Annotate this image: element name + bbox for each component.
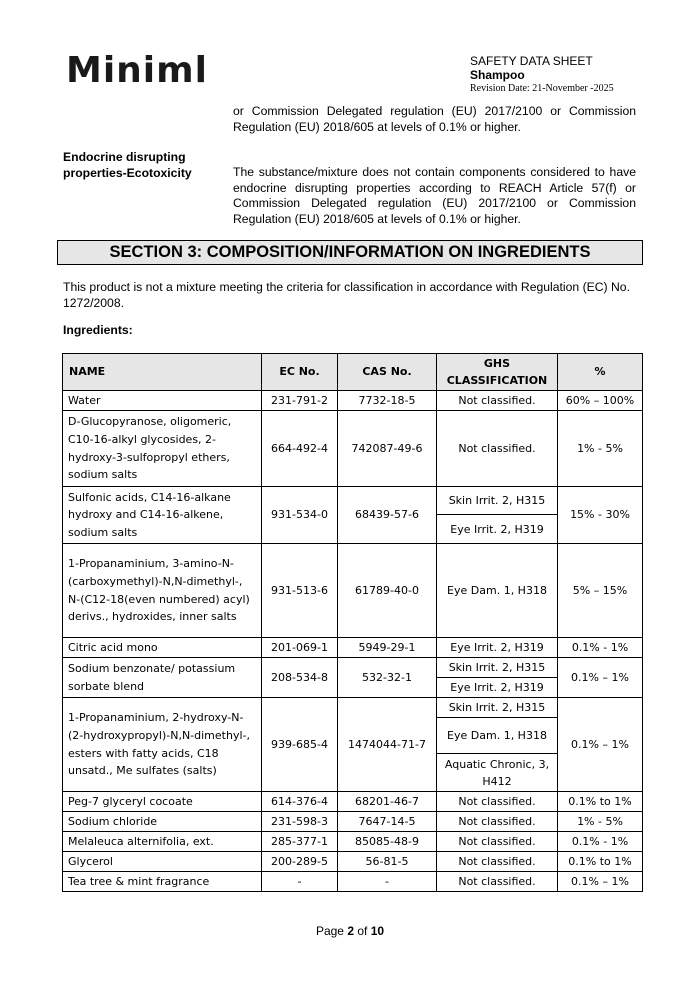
- ghs-classification: [437, 658, 558, 698]
- ingredient-name: Sodium chloride: [63, 812, 262, 832]
- ingredients-label: Ingredients:: [63, 323, 133, 337]
- cas-number: 5949-29-1: [338, 638, 437, 658]
- percentage: 1% - 5%: [558, 411, 643, 487]
- cas-number: 68201-46-7: [338, 792, 437, 812]
- table-row: [63, 872, 643, 892]
- intro-paragraph: This product is not a mixture meeting the criteria for classification in accordance with Regulation (EC) No. 1272/2008.: [63, 280, 630, 310]
- page-of: of: [357, 924, 368, 938]
- table-row: [63, 658, 643, 698]
- page-number: 2: [347, 924, 354, 938]
- page-total: 10: [370, 924, 385, 938]
- cas-number: 532-32-1: [338, 658, 437, 698]
- ingredient-name: 1-Propanaminium, 2-hydroxy-N-(2-hydroxypropyl)-N,N-dimethyl-, esters with fatty acids, C18 unsatd., Me sulfates (salts): [63, 698, 262, 792]
- percentage: 0.1% – 1%: [558, 698, 643, 792]
- percentage: 5% – 15%: [558, 544, 643, 638]
- table-row: [63, 792, 643, 812]
- ghs-classification: Not classified.: [437, 832, 558, 852]
- percentage: 0.1% to 1%: [558, 792, 643, 812]
- ec-number: 931-513-6: [262, 544, 338, 638]
- cas-number: 7647-14-5: [338, 812, 437, 832]
- header-cas: CAS No.: [338, 354, 437, 391]
- percentage: 60% – 100%: [558, 391, 643, 411]
- ghs-classification: Not classified.: [437, 792, 558, 812]
- ghs-entry: Skin Irrit. 2, H315: [437, 487, 557, 515]
- endocrine-label: Endocrine disrupting properties-Ecotoxicity: [63, 150, 192, 180]
- ingredient-name: Tea tree & mint fragrance: [63, 872, 262, 892]
- section-3-heading: SECTION 3: COMPOSITION/INFORMATION ON INGREDIENTS: [57, 240, 643, 265]
- ingredients-table: [62, 353, 643, 892]
- percentage: 0.1% to 1%: [558, 852, 643, 872]
- revision-date: Revision Date: 21-November -2025: [470, 83, 614, 94]
- endocrine-text: The substance/mixture does not contain components considered to have endocrine disrupting properties according to REACH Article 57(f) or Commission Delegated regulation (EU) 2017/2100 or Commission Regulation (EU) 2018/605 at levels of 0.1% or higher.: [233, 165, 636, 226]
- ghs-classification: Not classified.: [437, 411, 558, 487]
- table-row: [63, 638, 643, 658]
- table-row: [63, 487, 643, 544]
- table-row: [63, 812, 643, 832]
- document-header: [470, 54, 690, 95]
- percentage: 0.1% - 1%: [558, 832, 643, 852]
- ingredient-name: Peg-7 glyceryl cocoate: [63, 792, 262, 812]
- continued-paragraph: or Commission Delegated regulation (EU) 2017/2100 or Commission Regulation (EU) 2018/605 at levels of 0.1% or higher.: [233, 104, 636, 134]
- ingredient-name: Glycerol: [63, 852, 262, 872]
- ec-number: -: [262, 872, 338, 892]
- ec-number: 208-534-8: [262, 658, 338, 698]
- cas-number: 1474044-71-7: [338, 698, 437, 792]
- ghs-classification: Not classified.: [437, 391, 558, 411]
- ingredient-name: D-Glucopyranose, oligomeric, C10-16-alkyl glycosides, 2-hydroxy-3-sulfopropyl ethers, sodium salts: [63, 411, 262, 487]
- percentage: 0.1% – 1%: [558, 872, 643, 892]
- ghs-entry: Aquatic Chronic, 3, H412: [444, 757, 550, 788]
- ghs-classification: Eye Dam. 1, H318: [437, 544, 558, 638]
- table-row: [63, 411, 643, 487]
- cas-number: 85085-48-9: [338, 832, 437, 852]
- ghs-entry: Skin Irrit. 2, H315: [437, 698, 557, 718]
- table-row: [63, 698, 643, 792]
- header-ghs: GHS CLASSIFICATION: [437, 354, 558, 391]
- doc-type: SAFETY DATA SHEET: [470, 54, 593, 68]
- percentage: 15% - 30%: [558, 487, 643, 544]
- ghs-entry: Eye Irrit. 2, H319: [450, 522, 544, 536]
- cas-number: 742087-49-6: [338, 411, 437, 487]
- table-row: [63, 852, 643, 872]
- company-logo: Miniml: [66, 50, 208, 91]
- ec-number: 939-685-4: [262, 698, 338, 792]
- cas-number: 68439-57-6: [338, 487, 437, 544]
- ghs-entry: Eye Dam. 1, H318: [437, 718, 557, 754]
- ghs-classification: [437, 698, 558, 792]
- ec-number: 231-791-2: [262, 391, 338, 411]
- ingredient-name: Melaleuca alternifolia, ext.: [63, 832, 262, 852]
- ghs-entry: Eye Irrit. 2, H319: [450, 680, 544, 694]
- percentage: 0.1% - 1%: [558, 638, 643, 658]
- cas-number: 61789-40-0: [338, 544, 437, 638]
- table-row: [63, 544, 643, 638]
- table-row: [63, 832, 643, 852]
- ingredient-name: Sulfonic acids, C14-16-alkane hydroxy and C14-16-alkene, sodium salts: [63, 487, 262, 544]
- ghs-classification: [437, 487, 558, 544]
- percentage: 0.1% – 1%: [558, 658, 643, 698]
- page-prefix: Page: [315, 924, 344, 938]
- ec-number: 231-598-3: [262, 812, 338, 832]
- ingredient-name: Citric acid mono: [63, 638, 262, 658]
- percentage: 1% - 5%: [558, 812, 643, 832]
- ingredient-name: Water: [63, 391, 262, 411]
- ghs-classification: Not classified.: [437, 872, 558, 892]
- ghs-classification: Eye Irrit. 2, H319: [437, 638, 558, 658]
- ec-number: 931-534-0: [262, 487, 338, 544]
- table-row: [63, 391, 643, 411]
- header-percent: %: [558, 354, 643, 391]
- ghs-classification: Not classified.: [437, 852, 558, 872]
- ec-number: 285-377-1: [262, 832, 338, 852]
- ingredient-name: Sodium benzonate/ potassium sorbate blend: [63, 658, 262, 698]
- header-ec: EC No.: [262, 354, 338, 391]
- ingredient-name: 1-Propanaminium, 3-amino-N-(carboxymethyl)-N,N-dimethyl-, N-(C12-18(even numbered) acyl) derivs., hydroxides, inner salts: [63, 544, 262, 638]
- cas-number: -: [338, 872, 437, 892]
- ec-number: 201-069-1: [262, 638, 338, 658]
- ec-number: 664-492-4: [262, 411, 338, 487]
- product-name: Shampoo: [470, 68, 525, 82]
- table-header-row: [63, 354, 643, 391]
- ec-number: 614-376-4: [262, 792, 338, 812]
- cas-number: 56-81-5: [338, 852, 437, 872]
- header-name: NAME: [63, 354, 262, 391]
- cas-number: 7732-18-5: [338, 391, 437, 411]
- ghs-classification: Not classified.: [437, 812, 558, 832]
- ec-number: 200-289-5: [262, 852, 338, 872]
- page-footer: [0, 924, 700, 938]
- ghs-entry: Skin Irrit. 2, H315: [437, 658, 557, 678]
